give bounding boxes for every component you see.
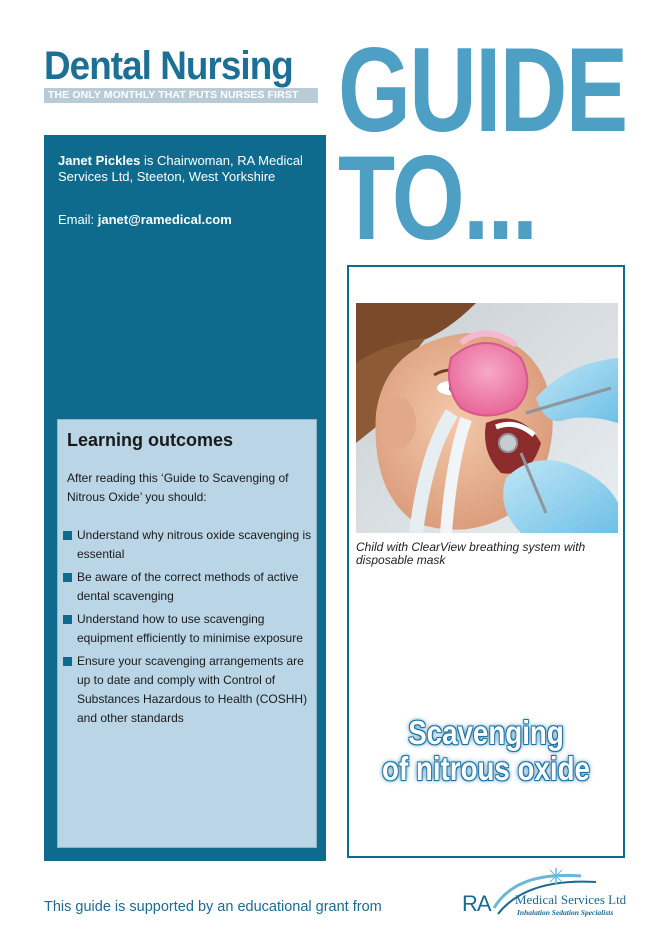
- photo-caption: Child with ClearView breathing system with disposable mask: [356, 540, 586, 567]
- masthead-title: Dental Nursing: [44, 44, 293, 88]
- list-item-text: Understand why nitrous oxide scavenging is essential: [77, 528, 312, 561]
- sponsor-tagline: Inhalation Sedation Specialists: [517, 908, 614, 917]
- author-name: Janet Pickles: [58, 153, 141, 168]
- learning-outcomes-intro: After reading this ‘Guide to Scavenging of Nitrous Oxide’ you should:: [67, 471, 289, 504]
- guide-heading-line1: GUIDE: [338, 23, 627, 157]
- list-item: [63, 610, 313, 648]
- author-panel: [44, 135, 326, 861]
- list-item: [63, 652, 313, 728]
- square-bullet-icon: [63, 615, 72, 624]
- email-link[interactable]: janet@ramedical.com: [97, 212, 232, 227]
- sponsor-name: Medical Services Ltd: [515, 892, 627, 907]
- list-item-text: Ensure your scavenging arrangements are up to date and comply with Control of Substances Hazardous to Health (COSHH) and other standards: [77, 654, 308, 725]
- guide-heading-line2: TO...: [338, 131, 537, 265]
- masthead: [44, 44, 326, 103]
- topic-title: [371, 715, 601, 787]
- sponsor-initials: RA: [462, 891, 491, 916]
- feature-box: [347, 265, 625, 858]
- square-bullet-icon: [63, 531, 72, 540]
- footer-sponsor-text: This guide is supported by an educational grant from: [44, 899, 382, 915]
- list-item: [63, 568, 313, 606]
- dental-photo: [356, 303, 618, 533]
- child-dental-mask-image: [356, 303, 618, 533]
- author-bio: is Chairwoman, RA Medical Services Ltd, Steeton, West Yorkshire: [58, 153, 303, 184]
- list-item-text: Be aware of the correct methods of active dental scavenging: [77, 570, 299, 603]
- list-item-text: Understand how to use scavenging equipment efficiently to minimise exposure: [77, 612, 303, 645]
- topic-title-line2: of nitrous oxide: [382, 750, 590, 787]
- list-item: [63, 526, 313, 564]
- square-bullet-icon: [63, 657, 72, 666]
- learning-outcomes-title: Learning outcomes: [67, 430, 234, 450]
- author-email-line: [58, 212, 232, 227]
- masthead-tagline: THE ONLY MONTHLY THAT PUTS NURSES FIRST: [44, 88, 318, 103]
- email-label: Email:: [58, 212, 98, 227]
- learning-outcomes-list: [63, 526, 313, 732]
- square-bullet-icon: [63, 573, 72, 582]
- author-info: [58, 153, 313, 185]
- learning-outcomes-box: [57, 419, 317, 848]
- topic-title-line1: Scavenging: [408, 714, 564, 751]
